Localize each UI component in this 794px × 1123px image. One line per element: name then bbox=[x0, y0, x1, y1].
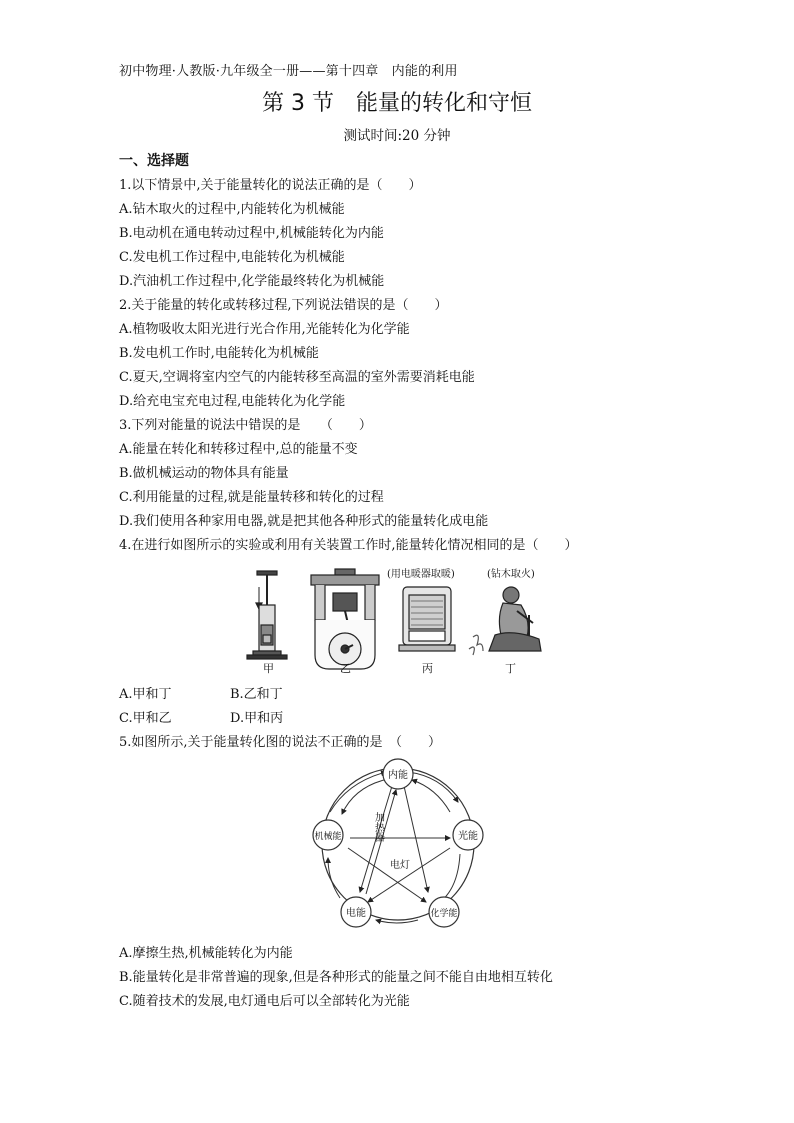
figure-label-jia: 甲 bbox=[263, 662, 274, 675]
energy-conversion-diagram bbox=[300, 752, 500, 937]
node-mechanical-energy bbox=[313, 820, 343, 850]
question-3-stem: 3.下列对能量的说法中错误的是 （ ） bbox=[119, 418, 372, 433]
page-title: 第 3 节 能量的转化和守恒 bbox=[262, 91, 532, 116]
node-electric-energy bbox=[341, 897, 371, 927]
question-5-option-a: A.摩擦生热,机械能转化为内能 bbox=[119, 946, 293, 961]
edge-label-lamp: 电灯 bbox=[390, 860, 410, 871]
heater-caption: (用电暖器取暖) bbox=[387, 569, 455, 580]
question-1-option-a: A.钻木取火的过程中,内能转化为机械能 bbox=[119, 202, 345, 217]
outer-cycle-ring bbox=[322, 768, 474, 920]
question-2-option-b: B.发电机工作时,电能转化为机械能 bbox=[119, 346, 319, 361]
engine-cross-section-image bbox=[311, 569, 379, 669]
question-3-option-c: C.利用能量的过程,就是能量转移和转化的过程 bbox=[119, 490, 384, 505]
svg-text:机械能: 机械能 bbox=[314, 832, 342, 842]
svg-text:内能: 内能 bbox=[388, 770, 408, 781]
drilling-wood-fire-image bbox=[469, 567, 541, 655]
test-time: 测试时间:20 分钟 bbox=[343, 128, 451, 144]
drilling-caption: (钻木取火) bbox=[487, 569, 535, 580]
edge-label-heater: 加热器 bbox=[372, 812, 384, 842]
figure-label-yi: 乙 bbox=[340, 662, 351, 675]
question-4-option-c: C.甲和乙 bbox=[119, 711, 172, 726]
question-5-option-c: C.随着技术的发展,电灯通电后可以全部转化为光能 bbox=[119, 994, 410, 1009]
question-4-option-a: A.甲和丁 bbox=[119, 687, 172, 702]
inner-star-arrows bbox=[348, 786, 450, 902]
air-compression-apparatus-image bbox=[247, 571, 287, 659]
node-chemical-energy bbox=[429, 897, 459, 927]
question-5-option-b: B.能量转化是非常普遍的现象,但是各种形式的能量之间不能自由地相互转化 bbox=[119, 970, 553, 985]
svg-text:化学能: 化学能 bbox=[430, 909, 458, 919]
question-3-option-a: A.能量在转化和转移过程中,总的能量不变 bbox=[119, 442, 358, 457]
question-1-option-d: D.汽油机工作过程中,化学能最终转化为机械能 bbox=[119, 274, 385, 289]
question-3-option-b: B.做机械运动的物体具有能量 bbox=[119, 466, 289, 481]
question-4-figure bbox=[237, 565, 557, 680]
question-1-option-c: C.发电机工作过程中,电能转化为机械能 bbox=[119, 250, 345, 265]
svg-text:电能: 电能 bbox=[346, 908, 366, 919]
question-1-option-b: B.电动机在通电转动过程中,机械能转化为内能 bbox=[119, 226, 384, 241]
question-1-stem: 1.以下情景中,关于能量转化的说法正确的是（ ） bbox=[119, 178, 422, 193]
electric-heater-image bbox=[387, 567, 455, 651]
node-light-energy bbox=[453, 820, 483, 850]
question-4-option-d: D.甲和丙 bbox=[230, 711, 284, 726]
question-2-option-a: A.植物吸收太阳光进行光合作用,光能转化为化学能 bbox=[119, 322, 410, 337]
figure-label-bing: 丙 bbox=[422, 662, 433, 675]
course-header: 初中物理·人教版·九年级全一册——第十四章 内能的利用 bbox=[119, 64, 458, 79]
question-2-option-d: D.给充电宝充电过程,电能转化为化学能 bbox=[119, 394, 346, 409]
figure-label-ding: 丁 bbox=[505, 662, 516, 675]
question-4-option-b: B.乙和丁 bbox=[230, 687, 283, 702]
node-internal-energy bbox=[383, 759, 413, 789]
question-3-option-d: D.我们使用各种家用电器,就是把其他各种形式的能量转化成电能 bbox=[119, 514, 489, 529]
question-4-stem: 4.在进行如图所示的实验或利用有关装置工作时,能量转化情况相同的是（ ） bbox=[119, 538, 578, 553]
question-5-stem: 5.如图所示,关于能量转化图的说法不正确的是 （ ） bbox=[119, 735, 442, 750]
question-2-stem: 2.关于能量的转化或转移过程,下列说法错误的是（ ） bbox=[119, 298, 448, 313]
svg-text:光能: 光能 bbox=[458, 831, 478, 842]
section-title: 一、选择题 bbox=[119, 153, 189, 169]
question-2-option-c: C.夏天,空调将室内空气的内能转移至高温的室外需要消耗电能 bbox=[119, 370, 475, 385]
